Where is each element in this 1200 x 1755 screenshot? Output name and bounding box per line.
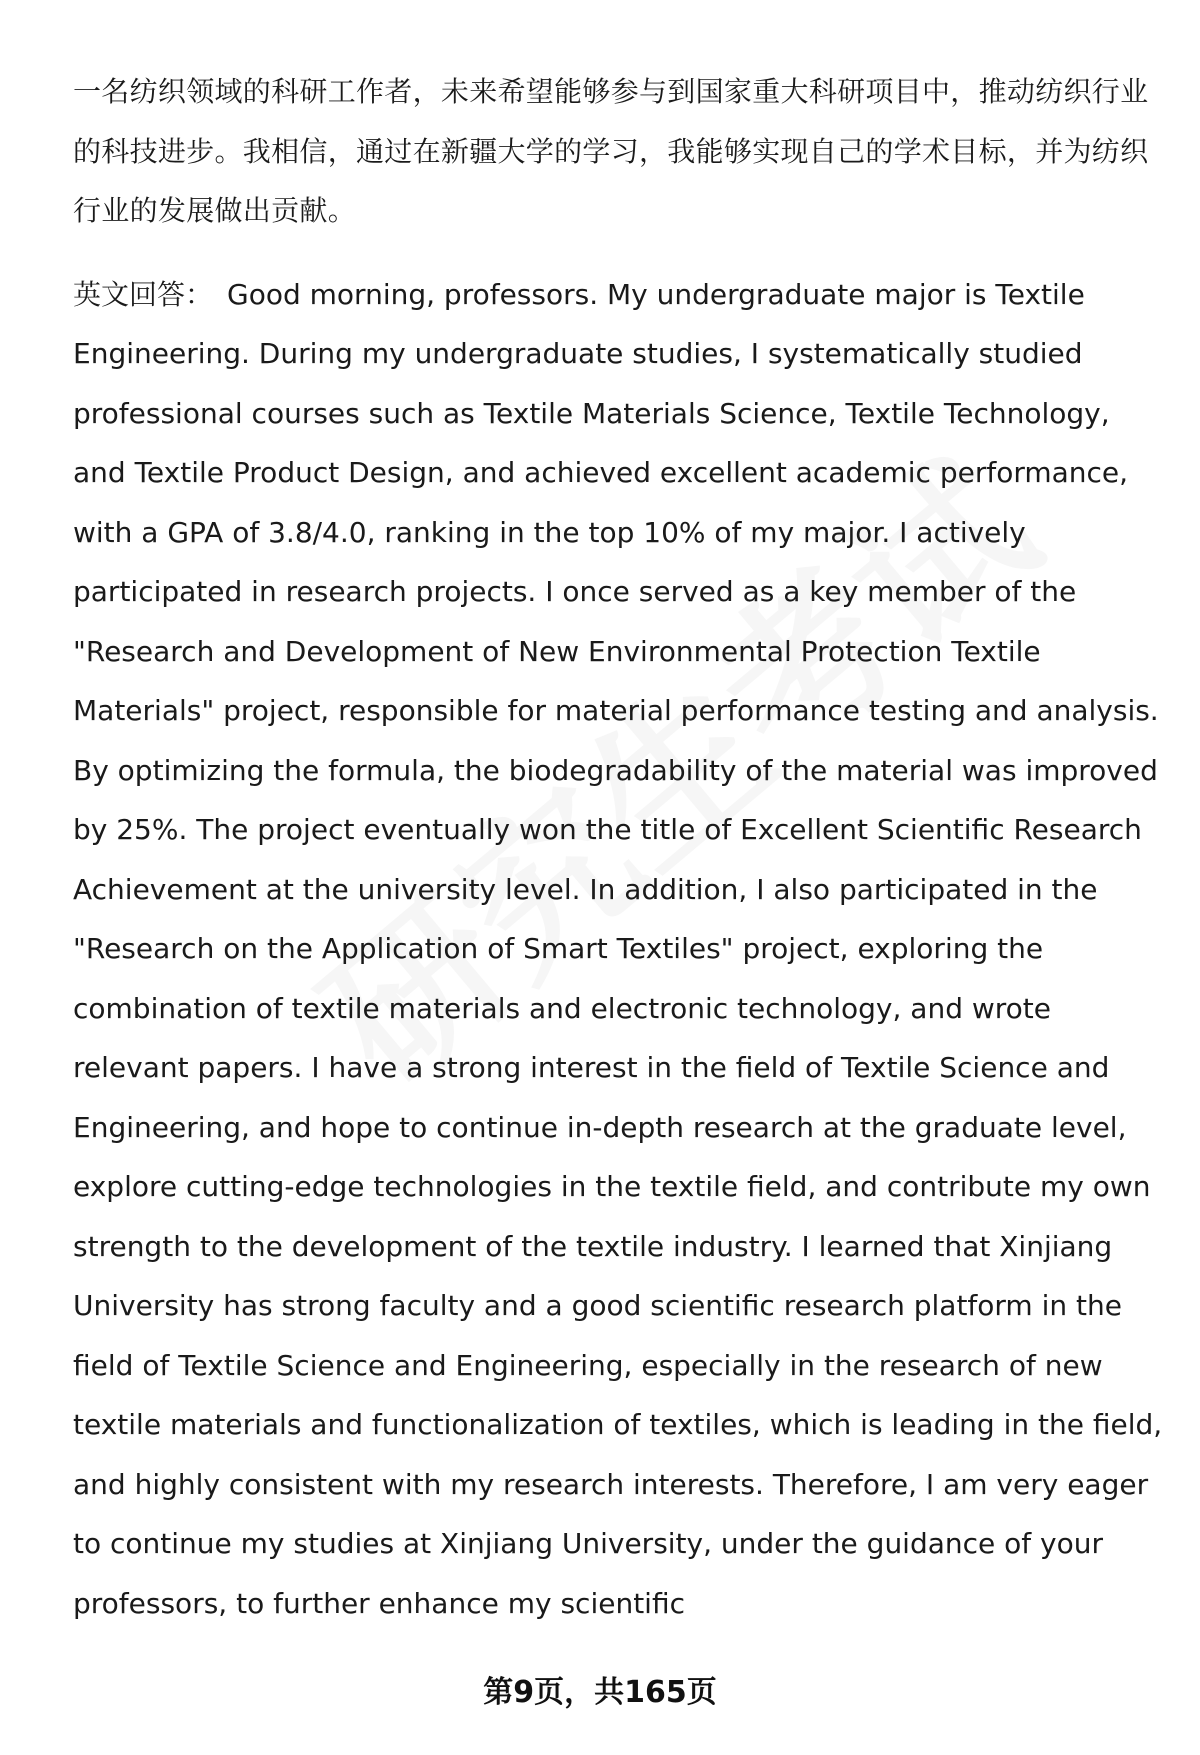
document-body: [73, 62, 1163, 1633]
page-indicator: 第9页，共165页: [483, 1675, 717, 1710]
chinese-paragraph: 一名纺织领域的科研工作者，未来希望能够参与到国家重大科研项目中，推动纺织行业的科技进步。我相信，通过在新疆大学的学习，我能够实现自己的学术目标，并为纺织行业的发展做出贡献。: [73, 75, 1149, 227]
english-answer-paragraph: [73, 265, 1163, 1634]
english-answer-label: 英文回答：: [73, 277, 214, 311]
english-answer-text: Good morning, professors. My undergraduate major is Textile Engineering. During my undergraduate studies, I systematically studied professional courses such as Textile Materials Science, Textile Technology, and Textile Product Design, and achieved excellent academic performance, with a GPA of 3.8/4.0, ranking in the top 10% of my major. I actively participated in research projects. I once served as a key member of the "Research and Development of New Environmental Protection Textile Materials" project, responsible for material performance testing and analysis. By optimizing the formula, the biodegradability of the material was improved by 25%. The project eventually won the title of Excellent Scientific Research Achievement at the university level. In addition, I also participated in the "Research on the Application of Smart Textiles" project, exploring the combination of textile materials and electronic technology, and wrote relevant papers. I have a strong interest in the field of Textile Science and Engineering, and hope to continue in-depth research at the graduate level, explore cutting-edge technologies in the textile field, and contribute my own strength to the development of the textile industry. I learned that Xinjiang University has strong faculty and a good scientific research platform in the field of Textile Science and Engineering, especially in the research of new textile materials and functionalization of textiles, which is leading in the field, and highly consistent with my research interests. Therefore, I am very eager to continue my studies at Xinjiang University, under the guidance of your professors, to further enhance my scientific: [73, 277, 1163, 1620]
